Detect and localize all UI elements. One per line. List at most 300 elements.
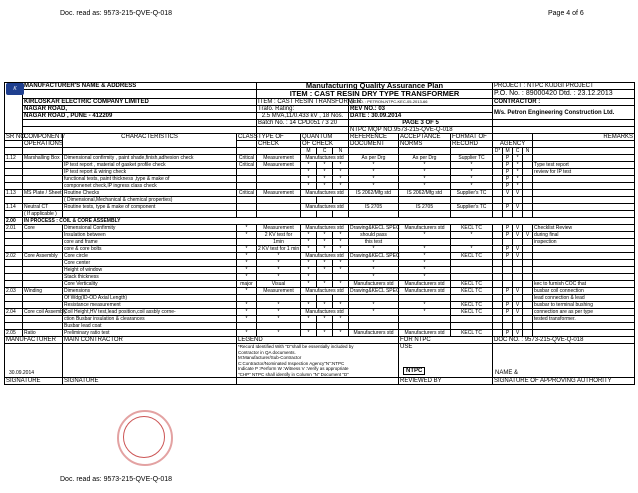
cell-fmt: KECL TC [451, 225, 493, 232]
table-row [5, 288, 635, 295]
col-check: CHECK [257, 141, 301, 148]
cell-a1: P [503, 288, 513, 295]
cell-fmt [451, 267, 493, 274]
cell-sr: 2.03 [5, 288, 23, 295]
footer-legend: LEGEND [237, 337, 399, 344]
cell-comp: Marshalling Box [23, 155, 63, 162]
cell-a3 [523, 162, 533, 169]
cell-d [493, 260, 503, 267]
footer-doc-no: DOC NO. : 9573-215-QVE-Q-018 [493, 337, 635, 344]
cell-type: * [257, 260, 301, 267]
cell-char: Preliminary ratio test [63, 330, 237, 337]
cell-type [257, 295, 301, 302]
cell-m: Manufactures std [301, 204, 349, 211]
cell-d [493, 232, 503, 239]
cell-n: * [333, 330, 349, 337]
cell-m: * [301, 260, 317, 267]
col-c: C [317, 148, 333, 155]
cell-n: * [333, 267, 349, 274]
cell-a2: * [513, 155, 523, 162]
table-row [5, 176, 635, 183]
cell-fmt: * [451, 162, 493, 169]
cell-m: * [301, 274, 317, 281]
cell-char: Core center [63, 260, 237, 267]
footer-signature: SIGNATURE [5, 378, 63, 385]
manufacturer-logo-cell [5, 83, 23, 134]
ntpc-mqp-number: NTPC MQP NO.9573-215-QVE-Q-018 [349, 127, 493, 134]
cell-cls [237, 323, 257, 330]
cell-sr [5, 302, 23, 309]
legend-line: "CHP" NTPC shall identify in Column "N" Document "D" [238, 371, 349, 377]
cell-ref: * [349, 183, 399, 190]
cell-sr [5, 211, 23, 218]
cell-rem: tested transformer. [533, 316, 635, 323]
cell-rem: lead connection & lead [533, 295, 635, 302]
table-row [5, 225, 635, 232]
cell-sr [5, 232, 23, 239]
cell-c: * [317, 162, 333, 169]
cell-type [257, 176, 301, 183]
cell-d [493, 239, 503, 246]
cell-char: Of Wdg(ID-OD Axial Length) [63, 295, 237, 302]
plan-title: Manufacturing Quality Assurance Plan [257, 83, 493, 90]
cell-n: * [333, 162, 349, 169]
cell-comp: ( If applicable ) [23, 211, 63, 218]
cell-a2: V [513, 288, 523, 295]
cell-comp: Ratio [23, 330, 63, 337]
cell-n [333, 211, 349, 218]
cell-char: Routine tests, type & make of component [63, 204, 237, 211]
trafo-rating-label: Trafo. Rating: [257, 106, 349, 113]
contractor-seal-inner-icon [123, 416, 165, 458]
approving-box [493, 344, 635, 378]
cell-d [493, 211, 503, 218]
cell-cls: * [237, 260, 257, 267]
project: PROJECT : NTPC KUDGI PROJECT [493, 83, 635, 90]
cell-m: * [301, 267, 317, 274]
cell-acc: Manufacturers std [399, 330, 451, 337]
cell-a1: P [503, 155, 513, 162]
cell-acc: * [399, 253, 451, 260]
cell-char: functional tests, paint thickness ,type & make of [63, 176, 237, 183]
cell-comp [23, 239, 63, 246]
cell-m: Manufactures std [301, 190, 349, 197]
cell-sr [5, 323, 23, 330]
contractor-name: M/s. Petron Engineering Construction Ltd. [493, 106, 635, 120]
cell-type: Measurement [257, 162, 301, 169]
col-class: CLASS [238, 134, 258, 140]
cell-a1: P [503, 330, 513, 337]
cell-a3 [523, 288, 533, 295]
cell-a2 [513, 281, 523, 288]
cell-sr [5, 246, 23, 253]
main-contractor-sign-box [63, 344, 237, 378]
cell-a2 [513, 267, 523, 274]
manufacturer-name: KIRLOSKAR ELECTRIC COMPANY LIMITED [23, 99, 257, 106]
cell-n [333, 274, 349, 281]
cell-cls: Critical [237, 155, 257, 162]
table-row [5, 204, 635, 211]
cell-m [301, 197, 317, 204]
cell-c [317, 211, 333, 218]
col-n: N [333, 148, 349, 155]
cell-cls: * [237, 316, 257, 323]
cell-n: * [333, 176, 349, 183]
cell-ref: Drawing&KECL SPEC [350, 225, 400, 231]
cell-comp [23, 169, 63, 176]
cell-fmt [451, 197, 493, 204]
manufacturer-sign-box [5, 344, 63, 378]
cell-a2 [513, 274, 523, 281]
col-quantum: QUANTUM [301, 134, 349, 141]
cell-sr [5, 239, 23, 246]
cell-sr [5, 295, 23, 302]
cell-d [493, 225, 503, 232]
cell-ref: Manufacturers std [349, 281, 399, 288]
cell-fmt [451, 211, 493, 218]
cell-m: * [301, 162, 317, 169]
cell-a2 [513, 323, 523, 330]
cell-d [493, 281, 503, 288]
ntpc-use: USE [400, 344, 413, 350]
cell-a2: V [513, 232, 523, 239]
cell-cls [237, 169, 257, 176]
footer-main-contractor: MAIN CONTRACTOR [63, 337, 237, 344]
footer-approving-authority: SIGNATURE OF APPROVING AUTHORITY [493, 378, 635, 385]
cell-fmt [451, 316, 493, 323]
col-type-of: TYPE OF [257, 134, 301, 141]
cell-comp [23, 267, 63, 274]
cell-comp: Core Assembly [23, 253, 63, 260]
cell-type: Measurement [257, 288, 301, 295]
cell-n: * [333, 302, 349, 309]
col-acceptance: ACCEPTANCE [399, 134, 451, 141]
cell-char: core and frame [63, 239, 237, 246]
cell-ref: Drawing&KECL SPEC [350, 288, 400, 294]
table-row [5, 211, 635, 218]
item-title: ITEM : CAST RESIN DRY TYPE TRANSFORMER [257, 90, 493, 99]
cell-m: * [301, 183, 317, 190]
cell-a3 [523, 204, 533, 211]
cell-comp [23, 323, 63, 330]
col-agency-n: N [523, 148, 533, 155]
cell-ref: * [349, 176, 399, 183]
cell-sr: 1.12 [5, 155, 23, 162]
cell-a2: V [513, 309, 523, 316]
cell-acc: * [399, 176, 451, 183]
cell-acc: * [399, 260, 451, 267]
cell-a1 [503, 239, 513, 246]
cell-fmt: * [451, 183, 493, 190]
cell-char: Routine Checks [63, 190, 237, 197]
cell-fmt: * [451, 232, 493, 239]
cell-cls [237, 239, 257, 246]
cell-n: * [333, 169, 349, 176]
cell-rem [533, 253, 635, 260]
cell-rem [533, 274, 635, 281]
cell-n [333, 197, 349, 204]
cell-cls: * [237, 225, 257, 232]
col-reference: REFERENCE [349, 134, 399, 141]
cell-a2 [513, 197, 523, 204]
cell-char: Dimensions [63, 288, 237, 295]
cell-char: Dimensional confirmity , paint shade,finish,adhesion check [63, 155, 237, 162]
cell-a1 [503, 260, 513, 267]
cell-d [493, 169, 503, 176]
cell-acc [399, 211, 451, 218]
cell-a1: P [503, 183, 513, 190]
cell-m: * [301, 232, 317, 239]
cell-fmt: Supplier TC [451, 155, 493, 162]
cell-c: * [317, 330, 333, 337]
cell-a3 [523, 190, 533, 197]
cell-ref: Manufacturers std [349, 330, 399, 337]
cell-a1: V [503, 190, 513, 197]
cell-acc: * [399, 274, 451, 281]
cell-sr: 2.04 [5, 309, 23, 316]
table-row [5, 239, 635, 246]
col-operations: OPERATIONS [24, 141, 63, 147]
footer-signature-2: SIGNATURE [63, 378, 237, 385]
cell-a3 [523, 281, 533, 288]
col-sr-no: SR NO. [6, 134, 27, 140]
cell-fmt: Supplier's TC [451, 204, 493, 211]
qa-plan-table [4, 82, 635, 385]
cell-a3 [523, 302, 533, 309]
cell-type [257, 197, 301, 204]
page-indicator: Page 4 of 6 [548, 10, 584, 17]
cell-a1: P [503, 309, 513, 316]
cell-ref [349, 323, 399, 330]
cell-sr [5, 162, 23, 169]
cell-a3 [523, 169, 533, 176]
cell-a2: V [513, 302, 523, 309]
cell-rem: Checklist Review [533, 225, 635, 232]
cell-rem [533, 267, 635, 274]
cell-a1 [503, 211, 513, 218]
cell-comp: Core [23, 225, 63, 232]
cell-a3 [523, 260, 533, 267]
cell-comp [23, 295, 63, 302]
cell-d [493, 190, 503, 197]
cell-char [63, 211, 237, 218]
cell-fmt [451, 295, 493, 302]
cell-rem [533, 211, 635, 218]
cell-comp: Core coil Assembly [24, 309, 67, 315]
cell-acc: * [399, 309, 451, 316]
cell-comp [23, 232, 63, 239]
name-label: NAME & [495, 370, 519, 376]
cell-a3 [523, 197, 533, 204]
cell-acc: * [399, 246, 451, 253]
table-row [5, 302, 635, 309]
cell-d [493, 197, 503, 204]
cell-c: * [317, 281, 333, 288]
sign-date: 30.09.2014 [9, 370, 35, 376]
cell-c [317, 197, 333, 204]
cell-type: * [257, 302, 301, 309]
cell-ref: IS 2705 [349, 204, 399, 211]
cell-a3 [523, 316, 533, 323]
cell-a1: P [503, 246, 513, 253]
cell-d [493, 253, 503, 260]
cell-acc: * [399, 169, 451, 176]
cell-cls: * [237, 309, 257, 316]
table-row [5, 169, 635, 176]
cell-acc: Manufacturers std [399, 281, 451, 288]
col-record: RECORD [451, 141, 493, 148]
cell-fmt [451, 239, 493, 246]
cell-d [493, 323, 503, 330]
cell-a2: V [513, 190, 523, 197]
cell-char: Resistance measurement [63, 302, 237, 309]
kirloskar-logo-icon: K [6, 83, 24, 95]
cell-comp [23, 176, 63, 183]
table-row [5, 253, 635, 260]
cell-c: * [317, 239, 333, 246]
table-row [5, 246, 635, 253]
cell-m: Manufactures std [301, 225, 349, 232]
cell-cls: * [237, 246, 257, 253]
cell-a3 [523, 295, 533, 302]
table-row [5, 197, 635, 204]
cell-type: * [257, 316, 301, 323]
cell-c [317, 274, 333, 281]
cell-d [493, 309, 503, 316]
cell-c: * [317, 169, 333, 176]
contractor-label: CONTRACTOR : [493, 99, 635, 106]
cell-a2 [513, 295, 523, 302]
cell-cls: * [237, 302, 257, 309]
cell-rem: Type test report [533, 162, 635, 169]
section-label: IN PROCESS : COIL & CORE ASSEMBLY [23, 218, 635, 225]
cell-d [493, 155, 503, 162]
cell-fmt: * [451, 169, 493, 176]
table-row [5, 232, 635, 239]
cell-m: Manufactures std [301, 253, 349, 260]
cell-acc: As per Drg [399, 155, 451, 162]
cell-type [257, 183, 301, 190]
cell-d [493, 288, 503, 295]
ntpc-use-box [399, 344, 493, 378]
cell-a2: V [513, 253, 523, 260]
cell-rem: inspection [533, 239, 635, 246]
cell-type: 2 KV test for [257, 232, 301, 239]
cell-rem [533, 323, 635, 330]
cell-m: * [301, 239, 317, 246]
table-row [5, 267, 635, 274]
cell-type: Visual [257, 281, 301, 288]
cell-sr: 2.02 [5, 253, 23, 260]
cell-ref [349, 197, 399, 204]
cell-fmt: KECL TC [451, 330, 493, 337]
cell-d [493, 204, 503, 211]
footer-for-ntpc: FOR NTPC [399, 337, 493, 344]
footer-reviewed-by: REVIEWED BY [399, 378, 493, 385]
cell-m: * [301, 169, 317, 176]
cell-a3 [523, 155, 533, 162]
cell-comp [23, 162, 63, 169]
table-row [5, 260, 635, 267]
cell-fmt: Supplier's TC [451, 190, 493, 197]
cell-cls: * [237, 253, 257, 260]
cell-n: * [333, 232, 349, 239]
col-remarks: REMARKS [533, 134, 635, 141]
cell-comp [23, 197, 63, 204]
cell-cls [237, 197, 257, 204]
cell-a2 [513, 260, 523, 267]
cell-rem: busbar coil connection [533, 288, 635, 295]
cell-cls: Critical [237, 190, 257, 197]
cell-sr [5, 267, 23, 274]
cell-d [493, 295, 503, 302]
cell-c: * [317, 246, 333, 253]
cell-a3 [523, 330, 533, 337]
cell-a1: P [503, 232, 513, 239]
trafo-rating-value: 2.5 MVA,11/0.433 kV , 18 Nos. [257, 113, 349, 120]
cell-c: * [317, 176, 333, 183]
cell-type [257, 211, 301, 218]
cell-type: Measurement [257, 155, 301, 162]
cell-rem [533, 260, 635, 267]
cell-m [301, 211, 317, 218]
cell-a1 [503, 197, 513, 204]
cell-cls: * [237, 267, 257, 274]
cell-comp [23, 260, 63, 267]
cell-a3 [523, 267, 533, 274]
cell-sr: 1.14 [5, 204, 23, 211]
cell-acc: * [399, 267, 451, 274]
cell-type [257, 204, 301, 211]
cell-a1: P [503, 302, 513, 309]
cell-comp [23, 246, 63, 253]
cell-ref: * [349, 302, 399, 309]
cell-type: Measurement [257, 225, 301, 232]
cell-char: core & core bolts [63, 246, 237, 253]
cell-a3 [523, 274, 533, 281]
manufacturer-label: MANUFACTURER'S NAME & ADDRESS [23, 83, 257, 90]
cell-ref [349, 211, 399, 218]
col-document: DOCUMENT [349, 141, 399, 148]
cell-m: Manufactures std [301, 155, 349, 162]
cell-type [257, 323, 301, 330]
cell-cls: Critical [237, 162, 257, 169]
cell-rem [533, 183, 635, 190]
cell-char: Core Verticality [63, 281, 237, 288]
cell-cls: major [237, 281, 257, 288]
cell-char: componenet check,IP ingress class check [63, 183, 237, 190]
cell-a2 [513, 239, 523, 246]
cell-ref: * [349, 274, 399, 281]
cell-m: * [301, 316, 317, 323]
cell-a2: * [513, 183, 523, 190]
table-row [5, 316, 635, 323]
cell-n: * [333, 246, 349, 253]
cell-fmt: KECL TC [451, 288, 493, 295]
cell-type: * [257, 330, 301, 337]
cell-acc [399, 295, 451, 302]
col-m: M [301, 148, 317, 155]
cell-d [493, 330, 503, 337]
cell-fmt: * [451, 176, 493, 183]
cell-a2 [513, 316, 523, 323]
cell-acc [399, 239, 451, 246]
table-row [5, 162, 635, 169]
cell-m: Manufactures std [301, 309, 349, 316]
section-sr: 2.00 [5, 218, 23, 225]
cell-sr [5, 197, 23, 204]
page-of-qp: PAGE 3 OF 5 [349, 120, 493, 127]
